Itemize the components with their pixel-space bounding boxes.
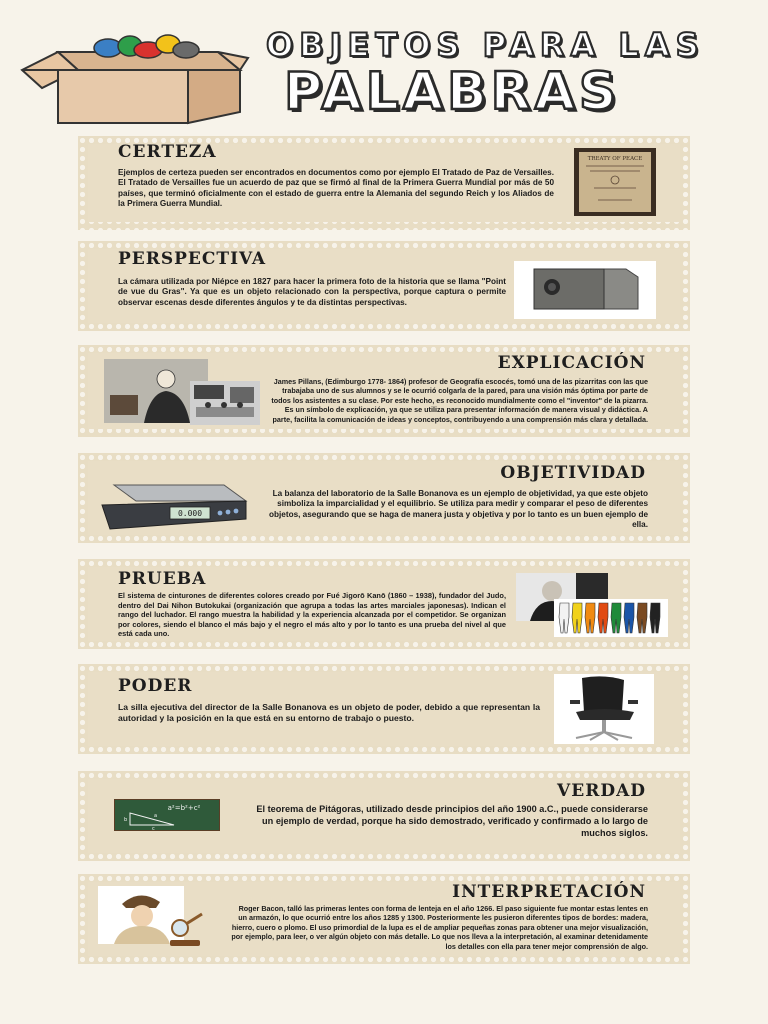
page-header — [0, 0, 768, 130]
section-text: La cámara utilizada por Niépce en 1827 para hacer la primera foto de la historia que se llama "Point de vue du Gras". Ya que es un objeto relacionado con la perspectiva, porque captura o permite observar escenas desde diferentes ángulos y te da distintas perspectivas. — [118, 277, 506, 307]
niepce-camera-image — [514, 261, 656, 319]
magnifier-image — [164, 910, 212, 950]
section-text: La silla ejecutiva del director de la Salle Bonanova es un objeto de poder, debido a que representan la autoridad y la posición en la que está en su entorno de trabajo o puesto. — [118, 702, 540, 723]
section-title: PRUEBA — [118, 569, 207, 589]
section-text: El sistema de cinturones de diferentes colores creado por Fué Jigorō Kanō (1860 – 1938), fundador del Judo, dentro del Dai Nihon Butokukai (organización que agrupa a todas las artes marciales japonesas). Indican el rango del luchador. El rango muestra la habilidad y la experiencia alcanzada por el competidor. Se organizan por colores, siendo el blanco el más bajo y el negro el más alto y por lo tanto es una prueba del nivel al que está cada uno. — [118, 591, 506, 639]
executive-chair-image — [554, 674, 654, 744]
triangle-label: b — [124, 817, 128, 823]
open-box-icon — [18, 30, 250, 125]
section-title: PODER — [118, 676, 193, 696]
page-title-line2: PALABRAS — [284, 62, 621, 122]
section-text: Roger Bacon, talló las primeras lentes con forma de lenteja en el año 1266. El paso siguiente fue montar estas lentes en un armazón, lo que ocurrió entre los años 1285 y 1300. Posteriormente les pusieron diferentes tipos de bordes: madera, hierro, cuero o plomo. El uso primordial de la lupa es el de ampliar pequeñas zonas para obtener una mejor visualización, por ejemplo, para leer, o ver algún objeto con más detalle. Lo que nos lleva a la interpretación, al examinar detenidamente los detalles con ella para tener mejor comprensión de algo. — [231, 904, 648, 951]
section-title: OBJETIVIDAD — [500, 463, 646, 483]
section-explicacion — [78, 345, 690, 437]
section-interpretacion — [78, 874, 690, 964]
section-objetividad — [78, 453, 690, 543]
section-title: PERSPECTIVA — [118, 249, 267, 269]
triangle-label: a — [154, 813, 158, 819]
section-text: Ejemplos de certeza pueden ser encontrados en documentos como por ejemplo El Tratado de Paz de Versailles. El Tratado de Versailles fue un acuerdo de paz que se firmó al final de la Primera Guerra Mundial por más de 50 países, que terminó oficialmente con el estado de guerra entre la Alemania del segundo Reich y los Aliados de la Primera Guerra Mundial. — [118, 168, 554, 209]
scale-display-text: 0.000 — [177, 509, 203, 518]
section-title: EXPLICACIÓN — [497, 353, 646, 373]
section-certeza — [78, 136, 690, 230]
section-text: La balanza del laboratorio de la Salle Bonanova es un ejemplo de objetividad, ya que este objeto simboliza la imparcialidad y el equilibrio. Se utiliza para medir y comparar el peso de diferentes objetos, asegurando que se haga de manera justa y objetiva y por lo tanto es un buen ejemplo de ella. — [269, 489, 648, 530]
section-verdad — [78, 771, 690, 861]
section-title: INTERPRETACIÓN — [452, 882, 646, 902]
pythagoras-chalkboard-image — [114, 799, 220, 831]
triangle-label: c — [152, 826, 155, 831]
treaty-book-image — [574, 148, 656, 216]
section-text: James Pillans, (Edimburgo 1778- 1864) profesor de Geografía escocés, tomó una de las pizarritas con las que trabajaba uno de sus alumnos y se le ocurrió colgarla de la pared, para una visión más óptima por parte de todos los asistentes a su clase. Por este hecho, es reconocido mundialmente como el "inventor" de la pizarra. Es un símbolo de explicación, ya que se utiliza para presentar información de manera visual y didáctica. A parte, facilita la comunicación de ideas y conceptos, contribuyendo a una comprensión más clara y detallada. — [271, 377, 648, 424]
page-title-line1: OBJETOS PARA LAS — [266, 26, 705, 64]
judo-belts-image — [554, 599, 668, 637]
section-poder — [78, 664, 690, 754]
section-text: El teorema de Pitágoras, utilizado desde principios del año 1900 a.C., puede considerarse un ejemplo de verdad, porque ha sido demostrado, verificado y confirmado a lo largo de muchos siglos. — [256, 804, 648, 838]
digital-scale-image — [100, 479, 252, 533]
book-title-text: TREATY OF PEACE — [587, 156, 643, 162]
section-prueba — [78, 559, 690, 649]
formula-text: a²=b²+c² — [167, 804, 201, 812]
section-title: CERTEZA — [118, 142, 217, 162]
section-title: VERDAD — [557, 781, 646, 801]
classroom-image — [190, 381, 260, 425]
section-perspectiva — [78, 241, 690, 331]
